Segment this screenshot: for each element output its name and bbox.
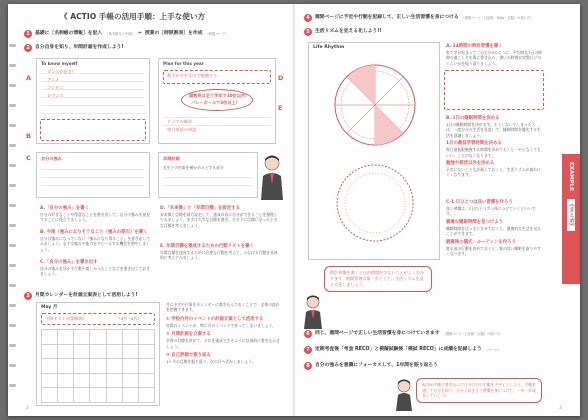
left-page [20, 4, 288, 416]
monthly-calendar [36, 302, 160, 406]
example-side-tab [562, 154, 580, 284]
panel-title: 自分の強み [41, 156, 62, 161]
step-number: 3 [24, 292, 32, 300]
page-number: 3 [559, 405, 562, 411]
label-e: E [278, 104, 283, 112]
step-1 [24, 30, 228, 38]
panel-strength [36, 152, 150, 198]
panel-know-myself [36, 58, 150, 144]
closing-bubble: ACTIO手帳に書き込んで自分だけの手帳をデザインしよう。手帳を通して自分を知り、自分と向き合う習慣を身につけて、一歩一歩成長していこう! [416, 378, 542, 403]
strength-highlight-box [40, 119, 146, 141]
label-a: A [26, 74, 32, 82]
step-3 [24, 292, 138, 300]
step-4 [304, 14, 533, 22]
note-a-example-box [444, 70, 544, 110]
step-text: 基礎に［名刺帳の情報］を記入 [35, 30, 103, 36]
presenter-illustration [258, 154, 286, 204]
step-number: 7 [304, 346, 312, 354]
step-text: 生活リズムを見える化しよう!! [315, 28, 382, 34]
teacher-illustration [302, 294, 324, 332]
step-number: 5 [304, 28, 312, 36]
side-tab-sub: 《まとめ》 [568, 201, 574, 229]
note-c: C-1 日ひとつは良い習慣を作ろう 良い習慣は、1日ひとつずつ身につけていくといいです。 最適な睡眠時間を見つけよう 睡眠時間をはっきりさせておくと、健康的な生活を送ることができます。 就寝後の儀式・ルーティンを作ろう 寝る前の行動を決めておくと、質の良い睡眠を取りやすくなります。 [446, 200, 541, 257]
desc-b: B. 今後（強みになりそうなこと（強みの原石）を書く 自分は強みになっていない「強みになり得ること」を書き出してみましょう。まずは強みや能力をアピールする機会を増やしましょう。 [40, 230, 151, 252]
desc-c: C.「自分の強み」を書き出す 自分の強みを活かす行動や楽しかったことなどを書き出しておきましょう。 [40, 260, 151, 277]
label-b: B [26, 132, 31, 140]
label-d: D [278, 74, 284, 82]
rhythm-clocks [315, 57, 435, 257]
step-number: 2 [24, 44, 32, 52]
note-a: A. 24時間の時計習慣を書く 家で学が始まってご自宅の3のように、平均的な1日の時間の過ごし方を図に書き込み、書いた時間が実際にどのくらいかを振り返りましょう。 [446, 44, 542, 66]
sheet-title: Life Rhythm [313, 45, 345, 50]
calendar-month: May 月 [41, 305, 58, 310]
tip-bubble: 時計習慣を書くと自由時間が少ないことがよくわかります。時間管理の第一歩として、生活リズムを見える化しましょう。 [324, 266, 432, 292]
panel-title: 年間計画 [163, 156, 180, 161]
note-line: ロマンス [47, 93, 64, 98]
step-note: （週間ページ（日記帳・記録）の使い方） [442, 331, 504, 336]
page-title: 《 ACTIO 手帳の活用手順：上手な使い方 [60, 12, 206, 21]
step-note: （週間ページ（日記帳・ToDo・記録）の使い方） [461, 15, 534, 20]
page-number: 2 [26, 405, 29, 411]
life-rhythm-sheet [308, 42, 440, 260]
step-text: 週間ページに予定や行動を記録して、正しい生活習慣を身につける [315, 14, 459, 20]
side-tab-label: EXAMPLE [568, 162, 574, 192]
step-7 [304, 346, 501, 354]
panel-annual-plan [158, 152, 258, 198]
notebook-spread [8, 4, 580, 416]
step-number: 1 [24, 30, 32, 38]
panel-plan-this-year [158, 58, 276, 144]
arrow-icon: ➡ [137, 30, 142, 36]
panel-title: Plan for this year [163, 61, 204, 66]
goal-highlight: 国数英は全て学年で10位以内! [189, 93, 247, 98]
step-5 [304, 28, 382, 36]
note-line: アニメ [47, 77, 60, 82]
student-illustration [394, 378, 414, 414]
page-gutter [293, 4, 295, 416]
step-text: 月間カレンダーを計画立案表として活用しよう! [35, 292, 138, 298]
step-note: （基本描走の中期） [105, 31, 135, 36]
step-text-2: 授業の［時限割表］を作成 [144, 30, 203, 36]
step-8 [304, 362, 438, 370]
step-note: （ページ） [484, 347, 501, 352]
note-line: ダンスが好き! [47, 69, 74, 74]
desc-a: A.「自分の強み」を書く 自分の好きなことや得意なことを書き出して、自分の強みを発見することに役立てましょう。 [40, 206, 151, 223]
goal-line: ドラマの制作 [167, 119, 193, 124]
goal-line: 数学が苦手なので勉強する [167, 73, 218, 78]
step-number: 4 [304, 14, 312, 22]
step-text: 自分の強みを意識にフォーカスして、1年間を振り返ろう [315, 362, 438, 368]
calendar-explanation: 月に予定や行事をカレンダーに書き込んでおくことで、全体の流れを把握できます。 ① 学校内外のイベントの計画立案として活用する 年間のイベントが、特に月のイベントで作ってしまいましょう。 ② 月間計画を立案する 学習の目標を決めて、それを達成できるように計画的に書き込みましょう。 ③ 自己評価で振り返る 1ヶ月の目標を振り返り、次の月へ活かしましょう。 [166, 302, 280, 365]
step-text: 同じ、週間ページで正しい生活習慣を身につけていきます [315, 330, 440, 336]
step-number: 6 [304, 330, 312, 338]
calendar-hint: 中間テスト対策期間! [45, 316, 85, 321]
note-b: B. 1日の睡眠時間を決める 1日の睡眠時間を決めます。そうしないでしまった人は、一度自分の生活を見直して、睡眠時間を優先する生活を意識しましょう。 1日の最低学習時間を決める 毎日最低限勉強する時間を決めておくと「やらなくてもいい」ことがなくなります。 勉強や部活以外を決める 予定にないことも計画しておくと、生活リズムが崩れにくくなります。 [446, 116, 541, 178]
step-text: 自分自身を知り、年間計画を作成しよう! [35, 44, 124, 50]
goal-highlight: バレーボールで3位以上! [191, 100, 238, 105]
panel-title: To know myself [41, 61, 78, 66]
step-number: 8 [304, 362, 312, 370]
step-6 [304, 330, 503, 338]
step-2 [24, 44, 124, 52]
step-note-2: （時限ページ） [205, 31, 229, 36]
goal-line: 毎日英語の単語 [167, 127, 197, 132]
desc-e: E. 年間目標を達成するための行動リストを書く 年間目標を達成するために必要な行動を考えて、つなげる行動を具体的に考えてみましょう。 [160, 244, 278, 261]
note-line: コンビニ [47, 85, 64, 90]
step-text: 定期考査後「考査 RECO」と模擬試験後「模試 RECO」に成績を記録しよう [315, 346, 482, 352]
calendar-grid [41, 329, 155, 403]
calendar-note: （3月・4月） [117, 316, 141, 321]
panel-note: 先生との約束を確かめるとする部分 [163, 165, 224, 170]
right-page [300, 4, 562, 416]
desc-d: D.「未来像」と「年間目標」を設定する 未来像と目標を両方設定して、達成の為に自分ができることを整理してみましょう。まずは大きな目標を書き、その下に目標に沿った小さな目標を考えましょう。 [160, 206, 278, 228]
label-c: C [26, 154, 31, 162]
